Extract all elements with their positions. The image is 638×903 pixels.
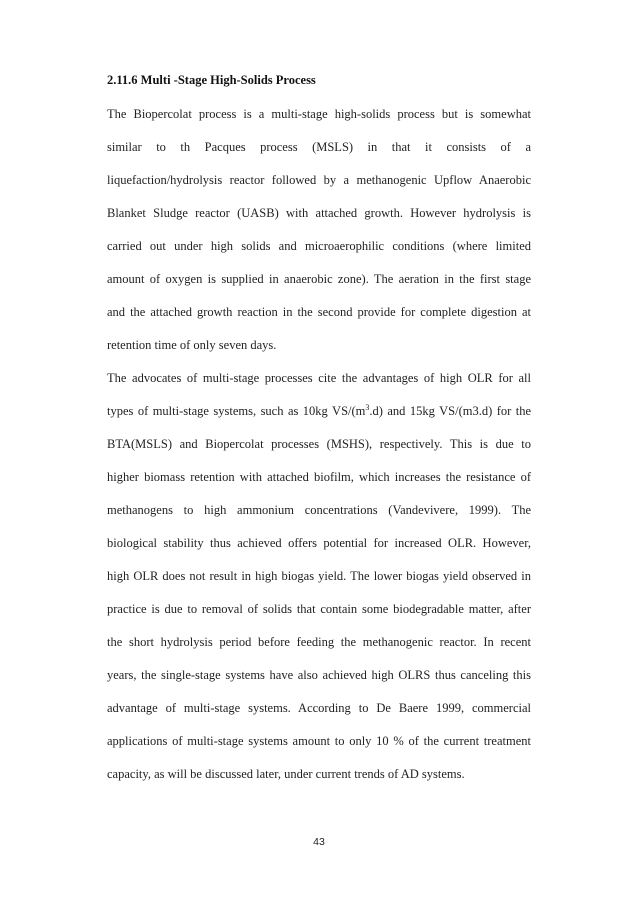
- paragraph-line: liquefaction/hydrolysis reactor followed by a methanogenic Upflow Anaerobic: [107, 173, 531, 187]
- paragraph-line: The advocates of multi-stage processes cite the advantages of high OLR for all: [107, 371, 531, 385]
- paragraph-line: high OLR does not result in high biogas yield. The lower biogas yield observed in: [107, 569, 531, 583]
- paragraph-line: and the attached growth reaction in the second provide for complete digestion at: [107, 305, 531, 319]
- paragraph-line: methanogens to high ammonium concentrations (Vandevivere, 1999). The: [107, 503, 531, 517]
- paragraph-line: capacity, as will be discussed later, under current trends of AD systems.: [107, 767, 465, 781]
- paragraph-line: BTA(MSLS) and Biopercolat processes (MSHS), respectively. This is due to: [107, 437, 531, 451]
- text-segment: .d) and 15kg VS/(m3.d) for the: [369, 404, 532, 418]
- paragraph-line: advantage of multi-stage systems. According to De Baere 1999, commercial: [107, 701, 531, 715]
- paragraph-line: years, the single-stage systems have also achieved high OLRS thus canceling this: [107, 668, 531, 682]
- paragraph-line: higher biomass retention with attached biofilm, which increases the resistance of: [107, 470, 531, 484]
- paragraph-line: carried out under high solids and microaerophilic conditions (where limited: [107, 239, 531, 253]
- paragraph-line-with-superscript: [107, 403, 531, 419]
- section-heading: 2.11.6 Multi -Stage High-Solids Process: [107, 73, 316, 87]
- page-number: 43: [313, 836, 325, 848]
- paragraph-line: retention time of only seven days.: [107, 338, 277, 352]
- paragraph-line: biological stability thus achieved offers potential for increased OLR. However,: [107, 536, 531, 550]
- paragraph-line: similar to th Pacques process (MSLS) in that it consists of a: [107, 140, 531, 154]
- superscript: 3: [365, 402, 370, 412]
- paragraph-line: applications of multi-stage systems amount to only 10 % of the current treatment: [107, 734, 531, 748]
- paragraph-line: the short hydrolysis period before feeding the methanogenic reactor. In recent: [107, 635, 531, 649]
- paragraph-line: practice is due to removal of solids that contain some biodegradable matter, after: [107, 602, 531, 616]
- paragraph-line: The Biopercolat process is a multi-stage high-solids process but is somewhat: [107, 107, 531, 121]
- paragraph-line: amount of oxygen is supplied in anaerobic zone). The aeration in the first stage: [107, 272, 531, 286]
- paragraph-line: Blanket Sludge reactor (UASB) with attached growth. However hydrolysis is: [107, 206, 531, 220]
- text-segment: types of multi-stage systems, such as 10kg VS/(m: [107, 404, 366, 418]
